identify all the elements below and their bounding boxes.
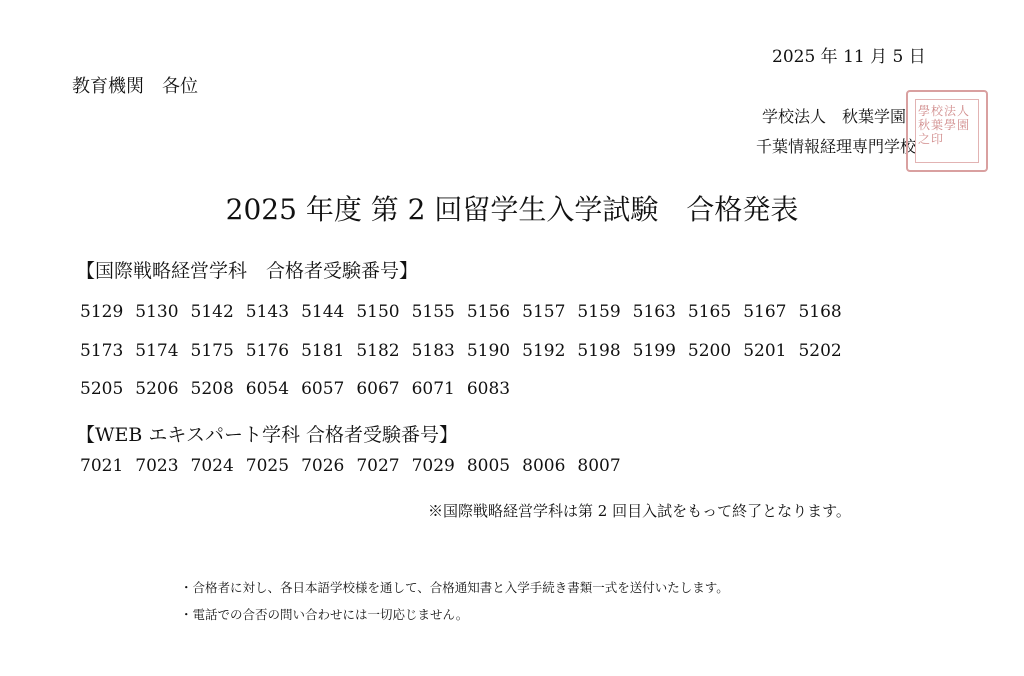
exam-number: 5129 [80,302,124,322]
exam-number: 5142 [190,302,234,322]
exam-number: 5183 [411,341,455,361]
exam-number: 7024 [190,456,234,476]
exam-number: 5182 [356,341,400,361]
exam-number: 7023 [135,456,179,476]
exam-number-row [80,379,522,399]
exam-number: 8005 [466,456,511,476]
exam-number: 5167 [743,302,787,322]
exam-number: 5163 [632,302,676,322]
exam-number: 6067 [356,379,400,399]
exam-number: 5201 [743,341,787,361]
exam-number: 5208 [190,379,234,399]
exam-number: 5130 [135,302,179,322]
exam-number: 5198 [577,341,621,361]
info-bullet: ・合格者に対し、各日本語学校様を通して、合格通知書と入学手続き書類一式を送付いたします。 [180,580,729,595]
exam-number: 5206 [135,379,179,399]
exam-number: 5205 [80,379,124,399]
exam-number: 5157 [522,302,566,322]
exam-number: 5165 [687,302,732,322]
exam-number: 5168 [798,302,842,322]
exam-number-row [80,456,633,476]
issuer-organization: 学校法人 秋葉学園 [762,107,907,126]
exam-number: 7021 [80,456,124,476]
exam-number: 5200 [687,341,732,361]
recipient-line: 教育機関 各位 [72,76,198,97]
exam-number: 5155 [411,302,455,322]
exam-number: 7025 [245,456,290,476]
section-heading-international-management: 【国際戦略経営学科 合格者受験番号】 [76,260,419,282]
exam-number: 5156 [466,302,511,322]
exam-number: 5173 [80,341,124,361]
exam-number-row [80,341,854,361]
exam-number: 5175 [190,341,234,361]
document-date: 2025 年 11 月 5 日 [772,47,926,67]
exam-number: 7026 [301,456,345,476]
exam-number: 5202 [798,341,842,361]
exam-number: 5144 [301,302,345,322]
exam-number-row [80,302,854,322]
exam-number: 5192 [522,341,566,361]
exam-number: 5190 [466,341,511,361]
exam-number: 7027 [356,456,400,476]
info-bullet: ・電話での合否の問い合わせには一切応じません。 [180,607,469,622]
exam-number: 5176 [245,341,290,361]
exam-number: 6071 [411,379,455,399]
page-title: 2025 年度 第 2 回留学生入学試験 合格発表 [225,193,799,226]
exam-number: 6083 [466,379,511,399]
exam-number: 8007 [577,456,621,476]
exam-number: 7029 [411,456,455,476]
exam-number: 5150 [356,302,400,322]
closing-note: ※国際戦略経営学科は第 2 回目入試をもって終了となります。 [428,502,851,520]
exam-number: 5199 [632,341,676,361]
section-heading-web-expert: 【WEB エキスパート学科 合格者受験番号】 [76,424,459,446]
exam-number: 5174 [135,341,179,361]
seal-glyphs: 學校法人秋葉學園之印 [918,104,971,146]
exam-number: 6057 [301,379,345,399]
exam-number: 8006 [522,456,566,476]
exam-number: 5181 [301,341,345,361]
issuer-school: 千葉情報経理専門学校 [756,137,917,156]
exam-number: 6054 [245,379,290,399]
official-seal-stamp [906,90,988,172]
exam-number: 5159 [577,302,621,322]
exam-number: 5143 [245,302,290,322]
